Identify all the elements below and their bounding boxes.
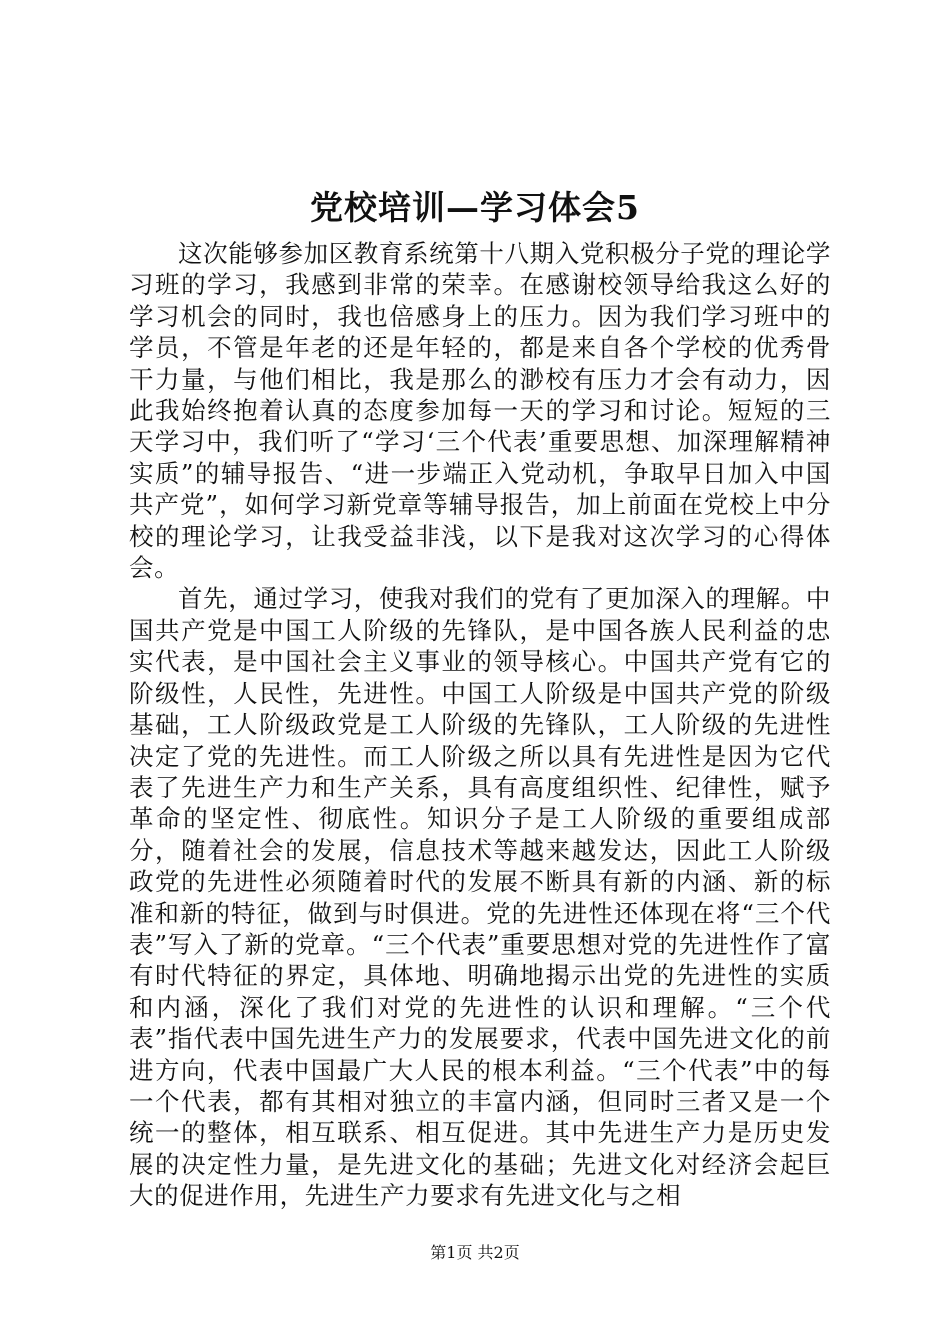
paragraph-intro: 这次能够参加区教育系统第十八期入党积极分子党的理论学习班的学习，我感到非常的荣幸。在感谢校领导给我这么好的学习机会的同时，我也倍感身上的压力。因为我们学习班中的学员，不管是年老的还是年轻的，都是来自各个学校的优秀骨干力量，与他们相比，我是那么的渺校有压力才会有动力，因此我始终抱着认真的态度参加每一天的学习和讨论。短短的三天学习中，我们听了“学习‘三个代表’重要思想、加深理解精神实质”的辅导报告、“进一步端正入党动机，争取早日加入中国共产党”，如何学习新党章等辅导报告，加上前面在党校上中分校的理论学习，让我受益非浅，以下是我对这次学习的心得体会。 — [129, 239, 831, 583]
document-body — [129, 238, 831, 1212]
document-title: 党校培训—学习体会5 — [310, 188, 640, 227]
page-number-footer: 第1页 共2页 — [430, 1243, 520, 1262]
paragraph-first-point: 首先，通过学习，使我对我们的党有了更加深入的理解。中国共产党是中国工人阶级的先锋队，是中国各族人民利益的忠实代表，是中国社会主义事业的领导核心。中国共产党有它的阶级性，人民性，先进性。中国工人阶级是中国共产党的阶级基础，工人阶级政党是工人阶级的先锋队，工人阶级的先进性决定了党的先进性。而工人阶级之所以具有先进性是因为它代表了先进生产力和生产关系，具有高度组织性、纪律性，赋予革命的坚定性、彻底性。知识分子是工人阶级的重要组成部分，随着社会的发展，信息技术等越来越发达，因此工人阶级政党的先进性必须随着时代的发展不断具有新的内涵、新的标准和新的特征，做到与时俱进。党的先进性还体现在将“三个代表”写入了新的党章。“三个代表”重要思想对党的先进性作了富有时代特征的界定，具体地、明确地揭示出党的先进性的实质和内涵，深化了我们对党的先进性的认识和理解。“三个代表”指代表中国先进生产力的发展要求，代表中国先进文化的前进方向，代表中国最广大人民的根本利益。“三个代表”中的每一个代表，都有其相对独立的丰富内涵，但同时三者又是一个统一的整体，相互联系、相互促进。其中先进生产力是历史发展的决定性力量，是先进文化的基础；先进文化对经济会起巨大的促进作用，先进生产力要求有先进文化与之相 — [129, 584, 831, 1211]
